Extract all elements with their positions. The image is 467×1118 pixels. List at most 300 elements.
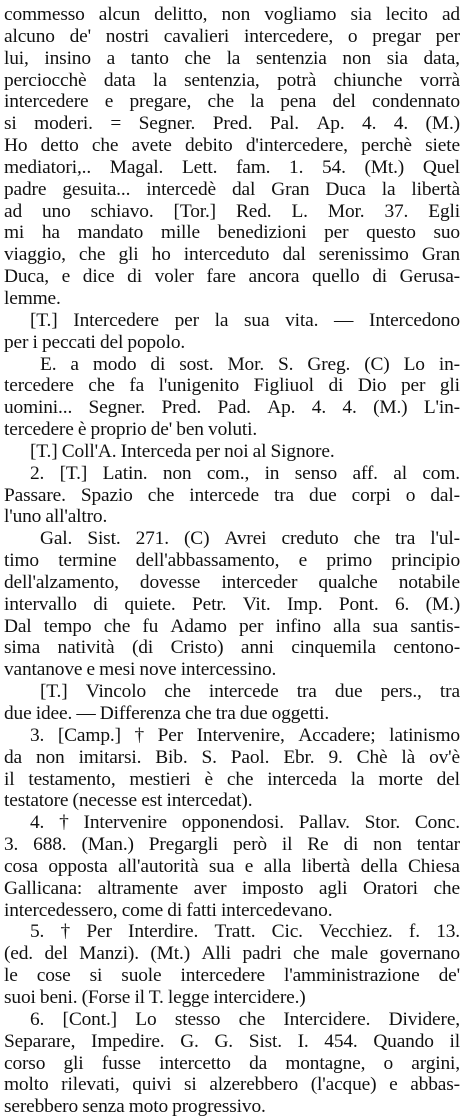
word: 4. [362, 113, 377, 135]
word: per [401, 375, 426, 397]
word: che [353, 528, 381, 550]
word: abbas- [410, 1074, 460, 1096]
text-line: suoi beni. (Forse il T. legge intercidere.) [4, 986, 306, 1008]
word: santis- [410, 615, 460, 637]
word: gesuita... [62, 178, 131, 200]
word: pregare, [129, 91, 192, 113]
word: principio [391, 550, 460, 572]
text-line [4, 572, 460, 594]
word: di [127, 266, 142, 288]
word: Pred. [212, 113, 253, 135]
word: Intercedono [369, 309, 460, 331]
word: vogliamo [264, 4, 337, 25]
word: 4. [311, 397, 327, 419]
word: [T.] [59, 462, 88, 484]
word: 1. [289, 156, 304, 178]
word: padri [242, 943, 282, 965]
word: la [350, 768, 365, 790]
word: (ed. [4, 943, 34, 965]
word: avete [131, 135, 172, 157]
word: (l'acque) [310, 1074, 377, 1096]
text-line: intercedessero, come di fatti intercedevano. [4, 899, 333, 921]
word: notabile [398, 571, 460, 593]
word: nostri [105, 25, 149, 47]
word: stesso [174, 1008, 221, 1030]
word: quello [311, 266, 360, 288]
word: Pad. [217, 397, 251, 419]
text-line [4, 594, 460, 616]
word: del [44, 943, 68, 965]
word: due [309, 484, 337, 506]
word: la [250, 91, 264, 113]
word: 4. [393, 113, 409, 135]
word: Red. [235, 200, 272, 222]
text-line [4, 135, 460, 157]
word: che [88, 375, 115, 397]
word: Vincolo [85, 681, 147, 703]
word: o [347, 25, 358, 47]
word: intercede [189, 484, 259, 506]
word: — [334, 309, 354, 331]
text-line [4, 1053, 460, 1075]
word: Tratt. [214, 921, 256, 943]
word: Duca, [4, 266, 50, 288]
word: 3. [30, 724, 45, 746]
word: Intervenire [83, 812, 167, 834]
word: si [184, 1074, 197, 1096]
word: fam. [235, 156, 271, 178]
word: Cristo) [170, 637, 224, 659]
word: 5. [30, 921, 45, 943]
word: † [60, 921, 71, 943]
word: Intercidere. [283, 1008, 371, 1030]
word: [Cont.] [62, 1008, 117, 1030]
word: mandato [77, 222, 144, 244]
text-line [4, 157, 460, 179]
word: de' [438, 965, 460, 987]
word: Mor. [327, 200, 365, 222]
word: il [4, 768, 15, 790]
word: I. [297, 1030, 309, 1052]
word: che [226, 768, 254, 790]
word: si [4, 113, 17, 135]
word: di [372, 266, 388, 288]
text-line [4, 1031, 460, 1053]
word: 454. [324, 1030, 358, 1052]
word: Dividere, [388, 1008, 460, 1030]
text-line [4, 856, 460, 878]
word: tra [395, 528, 416, 550]
word: Greg. [307, 353, 351, 375]
word: Conc. [414, 812, 460, 834]
word: la [153, 69, 167, 91]
word: imposto [241, 877, 304, 899]
text-line [4, 4, 460, 26]
word: interceder [221, 571, 298, 593]
word: voler [154, 266, 194, 288]
word: † [134, 724, 145, 746]
word: 4. [342, 397, 357, 419]
word: governano [379, 943, 460, 965]
word: fa [129, 375, 145, 397]
word: pregar [372, 25, 421, 47]
word: intercedere [180, 965, 265, 987]
word: E. [40, 353, 57, 375]
text-line [4, 878, 460, 900]
word: dovesse [139, 571, 201, 593]
word: Manzi). [79, 943, 139, 965]
word: Pont. [338, 593, 379, 615]
word: Pal. [269, 113, 299, 135]
text-line: [T.] Coll'A. Interceda per noi al Signore. [30, 440, 335, 462]
word: intercedere [4, 91, 89, 113]
word: da [249, 1052, 268, 1074]
word: là [401, 746, 416, 768]
text-line [4, 965, 460, 987]
word: Paol. [230, 746, 270, 768]
word: ad [4, 200, 23, 222]
word: intercetto [159, 1052, 231, 1074]
word: perciocchè [4, 69, 87, 91]
word: ad [441, 4, 460, 25]
word: [T.] [40, 681, 68, 703]
word: Figliuol [253, 375, 314, 397]
word: 37. [384, 200, 409, 222]
word: interceduto [183, 244, 270, 266]
word: siete [425, 135, 460, 157]
word: uomini... [4, 397, 73, 419]
text-line [4, 681, 460, 703]
word: sima [4, 637, 41, 659]
word: opposta [48, 855, 108, 877]
word: anni [240, 637, 274, 659]
word: L. [291, 200, 308, 222]
word: Gerusa- [399, 266, 460, 288]
text-line [4, 1074, 460, 1096]
word: vorrà [419, 69, 460, 91]
word: modo [92, 353, 137, 375]
word: primo [326, 550, 372, 572]
word: non [373, 834, 402, 856]
word: tra [296, 681, 317, 703]
word: Per [157, 724, 184, 746]
word: lecito [385, 4, 428, 25]
word: (C) [364, 353, 390, 375]
word: (Mt.) [150, 943, 191, 965]
word: e [389, 1074, 398, 1096]
word: in [264, 462, 280, 484]
word: commesso [4, 4, 85, 25]
word: L'in- [423, 397, 460, 419]
text-line [4, 26, 460, 48]
word: timo [4, 550, 39, 572]
word: natività [57, 637, 115, 659]
text-line [4, 244, 460, 266]
word: per [238, 615, 264, 637]
word: lui, [4, 47, 29, 69]
word: delitto, [154, 4, 208, 25]
word: qualche [318, 571, 378, 593]
word: e [244, 855, 254, 877]
word: Lo [135, 1008, 157, 1030]
word: alla [263, 855, 292, 877]
word: tra [274, 484, 295, 506]
word: Re [307, 834, 329, 856]
word: detto [40, 135, 79, 157]
word: 6. [394, 593, 410, 615]
word: agli [318, 877, 348, 899]
word: è [204, 768, 213, 790]
word: S. [278, 353, 294, 375]
word: alla [333, 615, 361, 637]
word: ha [41, 222, 60, 244]
word: Egli [428, 200, 460, 222]
word: del [436, 768, 460, 790]
word: viaggio, [4, 244, 66, 266]
word: non [162, 462, 192, 484]
text-line [4, 616, 460, 638]
word: che [78, 244, 106, 266]
word: sentenzia [255, 47, 327, 69]
word: tanto [130, 47, 169, 69]
word: f. [408, 921, 420, 943]
word: intercedè [146, 178, 216, 200]
word: di [93, 593, 109, 615]
word: la [381, 178, 396, 200]
word: 271. [135, 528, 169, 550]
word: sua [208, 855, 235, 877]
word: (M.) [425, 593, 460, 615]
word: Ho [4, 135, 28, 157]
word: mille [160, 222, 200, 244]
word: Dal [4, 615, 32, 637]
word: Sist. [248, 1030, 282, 1052]
word: che [207, 91, 234, 113]
text-line: l'uno all'altro. [4, 506, 108, 528]
word: 9. [328, 746, 343, 768]
text-line [4, 397, 460, 419]
word: male [330, 943, 369, 965]
word: Gran [421, 244, 460, 266]
word: mi [4, 222, 25, 244]
text-line: serebbero senza moto progressivo. [4, 1096, 266, 1118]
word: Lett. [181, 156, 218, 178]
text-line [4, 70, 460, 92]
word: al [393, 462, 407, 484]
word: montagne, [285, 1052, 366, 1074]
word: cose [36, 965, 71, 987]
word: Avrei [224, 528, 267, 550]
text-line [4, 463, 460, 485]
word: (Man.) [81, 834, 134, 856]
word: gli [439, 375, 460, 397]
word: Oratori [362, 877, 418, 899]
word: Vit. [242, 593, 271, 615]
word: l'amministrazione [284, 965, 420, 987]
word: tentar [416, 834, 460, 856]
word: opponendosi. [181, 812, 284, 834]
word: Gal. [40, 528, 73, 550]
word: rilevati, [61, 1074, 120, 1096]
word: 54. [321, 156, 346, 178]
word: intercede [208, 681, 279, 703]
text-line [4, 485, 460, 507]
word: sentenzia, [184, 69, 260, 91]
word: [Tor.] [173, 200, 216, 222]
word: cosa [4, 855, 38, 877]
word: alzerebbero [209, 1074, 299, 1096]
word: Quando [373, 1030, 434, 1052]
word: fusse [101, 1052, 141, 1074]
word: perchè [361, 135, 412, 157]
word: per [324, 222, 349, 244]
word: corpi [351, 484, 391, 506]
word: schiavo. [90, 200, 154, 222]
word: si [89, 965, 103, 987]
word: latinismo [389, 724, 460, 746]
word: le [4, 965, 18, 987]
word: serenissimo [318, 244, 409, 266]
word: non [342, 47, 372, 69]
word: data, [423, 47, 460, 69]
word: che [433, 877, 460, 899]
word: Stor. [364, 812, 401, 834]
word: Impedire. [91, 1030, 165, 1052]
word: dal- [430, 484, 460, 506]
word: quivi [132, 1074, 172, 1096]
text-line [4, 834, 460, 856]
word: Intervenire, [196, 724, 285, 746]
word: [T.] [30, 309, 58, 331]
word: Adamo [170, 615, 227, 637]
word: argini, [411, 1052, 460, 1074]
word: mestieri [129, 768, 191, 790]
text-line [4, 769, 460, 791]
word: quiete. [124, 593, 176, 615]
word: Ap. [267, 397, 296, 419]
word: 6. [30, 1008, 45, 1030]
word: non [35, 746, 65, 768]
word: che [238, 1008, 266, 1030]
word: ancora [248, 266, 300, 288]
word: chiunche [333, 69, 403, 91]
word: che [164, 681, 191, 703]
word: G. [214, 1030, 234, 1052]
word: centono- [393, 637, 460, 659]
word: il [281, 834, 293, 856]
word: alcuno [4, 25, 55, 47]
word: corso [4, 1052, 46, 1074]
text-line [4, 812, 460, 834]
word: [Camp.] [57, 724, 121, 746]
word: termine [58, 550, 117, 572]
word: pena [280, 91, 317, 113]
word: dal [282, 244, 306, 266]
word: aff. [352, 462, 378, 484]
text-line [4, 550, 460, 572]
word: 13. [436, 921, 460, 943]
text-line [4, 921, 460, 943]
word: che [103, 615, 131, 637]
word: Imp. [286, 593, 323, 615]
word: mediatori,.. [4, 156, 92, 178]
word: l'ul- [430, 528, 460, 550]
word: aver [193, 877, 227, 899]
word: Petr. [192, 593, 227, 615]
word: d'intercedere, [245, 135, 348, 157]
word: Magal. [109, 156, 164, 178]
word: fu [142, 615, 159, 637]
word: Segner. [138, 113, 196, 135]
word: padre [4, 178, 47, 200]
word: a [106, 47, 116, 69]
text-line [4, 375, 460, 397]
word: per [435, 25, 460, 47]
word: di [328, 375, 344, 397]
word: suole [121, 965, 162, 987]
word: che [147, 484, 175, 506]
word: del [332, 91, 356, 113]
word: tra [439, 681, 460, 703]
word: in- [438, 353, 460, 375]
word: 688. [33, 834, 67, 856]
word: che [184, 47, 211, 69]
word: Intercedere [73, 309, 159, 331]
word: data [103, 69, 136, 91]
word: all'autorità [118, 855, 199, 877]
text-line [4, 222, 460, 244]
word: sua [244, 309, 270, 331]
text-line [4, 48, 460, 70]
word: Separare, [4, 1030, 76, 1052]
word: Lo [403, 353, 425, 375]
text-line: tercedere è proprio de' ben voluti. [4, 419, 258, 441]
word: molto [4, 1074, 49, 1096]
word: potrà [277, 69, 317, 91]
word: la [226, 47, 241, 69]
word: suo [433, 222, 460, 244]
word: questo [366, 222, 416, 244]
word: sua [372, 615, 399, 637]
word: dell'abbassamento, [135, 550, 280, 572]
word: † [59, 812, 69, 834]
word: sia [386, 47, 408, 69]
word: vita. [285, 309, 319, 331]
word: tempo [43, 615, 92, 637]
word: 4. [30, 812, 45, 834]
word: da [4, 746, 23, 768]
word: com., [206, 462, 250, 484]
word: che [293, 943, 320, 965]
word: Quel [422, 156, 460, 178]
word: due [334, 681, 363, 703]
word: creduto [281, 528, 339, 550]
text-line [4, 637, 460, 659]
word: ov'è [429, 746, 460, 768]
text-line [4, 310, 460, 332]
word: e [61, 266, 71, 288]
word: cinquemila [291, 637, 376, 659]
word: libertà [301, 855, 351, 877]
word: Cic. [271, 921, 303, 943]
word: condennato [372, 91, 460, 113]
word: Latin. [102, 462, 148, 484]
text-line [4, 1009, 460, 1031]
word: 3. [4, 834, 19, 856]
word: debito [185, 135, 233, 157]
text-line: lemme. [4, 287, 61, 309]
word: altramente [97, 877, 179, 899]
